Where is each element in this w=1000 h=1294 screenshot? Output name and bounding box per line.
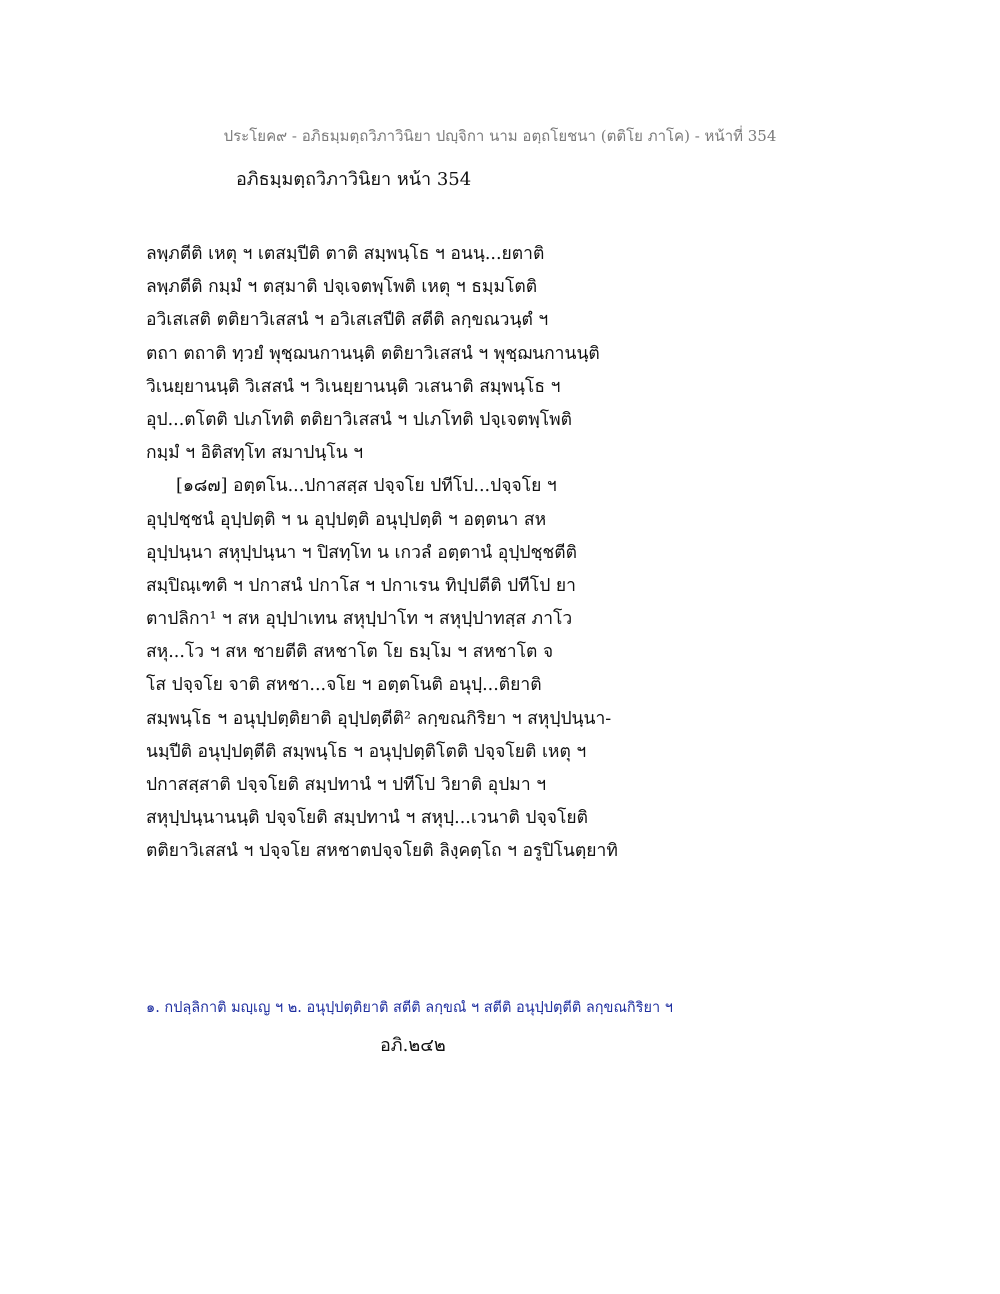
text-line: วิเนยฺยานนฺติ วิเสสนํ ฯ วิเนยฺยานนฺติ วเสนาติ สมฺพนฺโธ ฯ <box>146 376 561 397</box>
text-line: โส ปจฺจโย จาติ สหชา...จโย ฯ อตฺตโนติ อนุปฺ...ติยาติ <box>146 675 542 696</box>
body-text <box>146 238 846 869</box>
text-line: สหุ...โว ฯ สห ชายตีติ สหชาโต โย ธมฺโม ฯ สหชาโต จ <box>146 642 554 663</box>
text-line: อุปฺปนฺนา สหุปฺปนฺนา ฯ ปิสทฺโท น เกวลํ อตฺตานํ อุปฺปชฺชตีติ <box>146 542 578 563</box>
text-line: ลพฺภตีติ เหตุ ฯ เตสมฺปีติ ตาติ สมฺพนฺโธ ฯ อนนฺ...ยตาติ <box>146 244 545 264</box>
text-line: สมฺปิณฺเฑติ ฯ ปกาสนํ ปกาโส ฯ ปกาเรน ทิปฺปตีติ ปทีโป ยา <box>146 575 576 596</box>
text-line: ปกาสสฺสาติ ปจฺจโยติ สมฺปทานํ ฯ ปทีโป วิยาติ อุปมา ฯ <box>146 775 547 795</box>
text-line: ตาปลิกา¹ ฯ สห อุปฺปาเทน สหุปฺปาโท ฯ สหุปฺปาทสฺส ภาโว <box>146 609 573 630</box>
text-line: สหุปฺปนฺนานนฺติ ปจฺจโยติ สมฺปทานํ ฯ สหุปฺ...เวนาติ ปจฺจโยติ <box>146 808 589 829</box>
text-line: ตติยาวิเสสนํ ฯ ปจฺจโย สหชาตปจฺจโยติ ลิงฺคตฺโถ ฯ อรูปิโนตฺยาทิ <box>146 841 618 862</box>
page-reference: อภิ.๒๔๒ <box>380 1035 446 1056</box>
footnote: ๑. กปลฺลิกาติ มญฺเญ ฯ ๒. อนุปฺปตฺติยาติ สตีติ ลกฺขณํ ฯ สตีติ อนุปฺปตฺตีติ ลกฺขณกิริยา ฯ <box>146 1000 673 1016</box>
text-line: ตถา ตถาติ ทฺวยํ พุชฺฌนกานนฺติ ตติยาวิเสสนํ ฯ พุชฺฌนกานนฺติ <box>146 343 600 364</box>
text-line: ลพฺภตีติ กมฺมํ ฯ ตสฺมาติ ปจฺเจตพฺโพติ เหตุ ฯ ธมฺมโตติ <box>146 277 538 298</box>
page-title: อภิธมฺมตฺถวิภาวินิยา หน้า 354 <box>236 169 472 190</box>
text-line: อวิเสเสติ ตติยาวิเสสนํ ฯ อวิเสเสปีติ สตีติ ลกฺขณวนฺตํ ฯ <box>146 310 549 331</box>
running-header: ประโยค๙ - อภิธมฺมตฺถวิภาวินิยา ปญฺจิกา นาม อตฺถโยชนา (ตติโย ภาโค) - หน้าที่ 354 <box>223 127 777 145</box>
text-line: อุป...ตโตติ ปเภโทติ ตติยาวิเสสนํ ฯ ปเภโทติ ปจฺเจตพฺโพติ <box>146 409 573 430</box>
text-line: อุปฺปชฺชนํ อุปฺปตฺติ ฯ น อุปฺปตฺติ อนุปฺปตฺติ ฯ อตฺตนา สห <box>146 509 547 530</box>
paragraph-start-line: [๑๘๗] อตฺตโน...ปกาสสฺส ปจฺจโย ปทีโป...ปจฺจโย ฯ <box>176 476 557 497</box>
text-line: สมฺพนฺโธ ฯ อนุปฺปตฺติยาติ อุปฺปตฺตีติ² ลกฺขณกิริยา ฯ สหุปฺปนฺนา- <box>146 708 612 729</box>
text-line: กมฺมํ ฯ อิติสทฺโท สมาปนฺโน ฯ <box>146 443 364 464</box>
text-line: นมฺปีติ อนุปฺปตฺตีติ สมฺพนฺโธ ฯ อนุปฺปตฺติโตติ ปจฺจโยติ เหตุ ฯ <box>146 741 587 762</box>
